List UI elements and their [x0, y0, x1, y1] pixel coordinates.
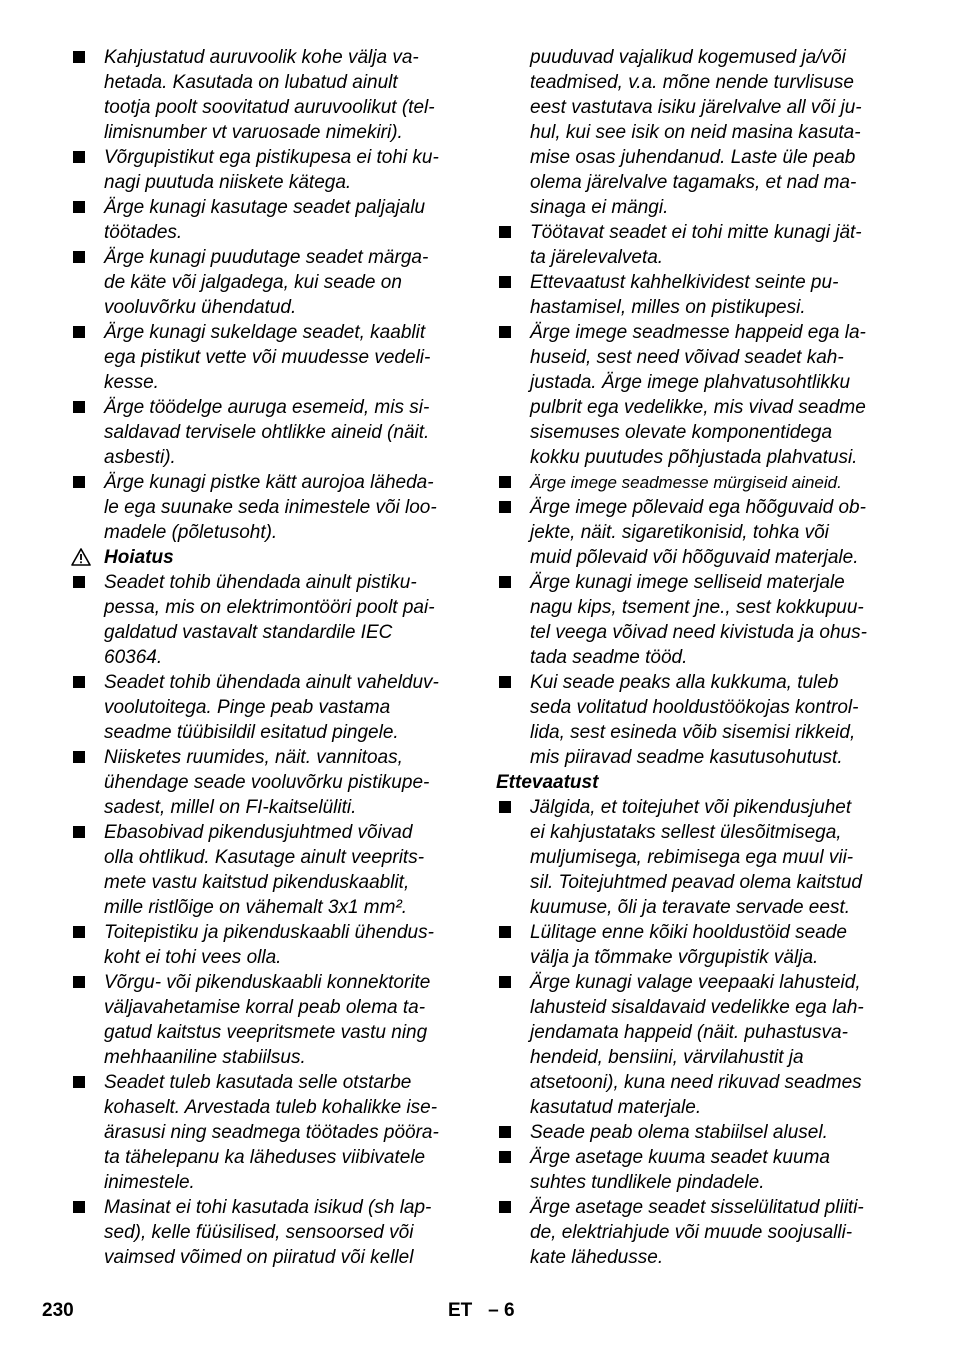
list-item	[70, 970, 462, 1070]
square-bullet-icon	[73, 151, 85, 163]
text-line: madele (põletusoht).	[104, 522, 278, 543]
text-line: de käte või jalgadega, kui seade on	[104, 272, 402, 293]
text-line: Töötavat seadet ei tohi mitte kunagi jät-	[530, 222, 862, 243]
square-bullet-icon	[73, 1201, 85, 1213]
list-item	[70, 320, 462, 395]
square-bullet-icon	[73, 201, 85, 213]
list-item	[70, 820, 462, 920]
list-item	[496, 270, 888, 320]
text-line: Ettevaatust kahhelkividest seinte pu-	[530, 272, 839, 293]
text-line: ei kahjustataks sellest ülesõitmisega,	[530, 822, 842, 843]
list-item	[496, 1195, 888, 1270]
square-bullet-icon	[73, 251, 85, 263]
text-line: nagi puutuda niiskete kätega.	[104, 172, 352, 193]
square-bullet-icon	[73, 1076, 85, 1088]
text-line: tootja poolt soovitatud auruvoolikut (tel-	[104, 97, 435, 118]
text-line: hastamisel, milles on pistikupesi.	[530, 297, 806, 318]
text-line: väljavahetamise korral peab olema ta-	[104, 997, 426, 1018]
list-item	[70, 1195, 462, 1270]
text-line: sisemuses olevate komponentidega	[530, 422, 833, 443]
text-line: inimestele.	[104, 1172, 195, 1193]
square-bullet-icon	[73, 676, 85, 688]
text-line: muid põlevaid või hõõguvaid materjale.	[530, 547, 859, 568]
text-line: Võrgu- või pikenduskaabli konnektorite	[104, 972, 431, 993]
text-line: Niisketes ruumides, näit. vannitoas,	[104, 747, 403, 768]
text-line: Võrgupistikut ega pistikupesa ei tohi ku-	[104, 147, 439, 168]
square-bullet-icon	[73, 751, 85, 763]
text-line: ta järelevalveta.	[530, 247, 664, 268]
text-line: ühendage seade vooluvõrku pistikupe-	[104, 772, 430, 793]
list-item	[70, 395, 462, 470]
text-line: eest vastutava isiku järelvalve all või ju-	[530, 97, 862, 118]
warning-triangle-icon	[71, 548, 91, 566]
square-bullet-icon	[73, 826, 85, 838]
square-bullet-icon	[73, 476, 85, 488]
square-bullet-icon	[73, 401, 85, 413]
text-line: mis piiravad seadme kasutusohutust.	[530, 747, 843, 768]
square-bullet-icon	[499, 926, 511, 938]
list-item	[496, 470, 888, 495]
text-line: jendamata happeid (näit. puhastusva-	[530, 1022, 848, 1043]
square-bullet-icon	[499, 576, 511, 588]
list-item	[496, 1145, 888, 1195]
square-bullet-icon	[73, 576, 85, 588]
text-line: mehhaaniline stabiilsus.	[104, 1047, 306, 1068]
text-line: Ärge imege põlevaid ega hõõguvaid ob-	[530, 497, 866, 518]
text-line: hendeid, bensiini, värvilahustit ja	[530, 1047, 804, 1068]
text-line: olla ohtlikud. Kasutage ainult veeprits-	[104, 847, 425, 868]
text-line: Ärge asetage seadet sisselülitatud pliiti-	[530, 1197, 864, 1218]
text-line: de, elektriahjude või muude soojusalli-	[530, 1222, 853, 1243]
text-line: kasutatud materjale.	[530, 1097, 702, 1118]
list-item	[496, 920, 888, 970]
text-line: Ärge kunagi sukeldage seadet, kaablit	[104, 322, 426, 343]
text-line: hetada. Kasutada on lubatud ainult	[104, 72, 398, 93]
list-item	[70, 670, 462, 745]
text-line: Ärge töödelge auruga esemeid, mis si-	[104, 397, 430, 418]
text-line: saldavad tervisele ohtlikke aineid (näit.	[104, 422, 430, 443]
list-item	[70, 195, 462, 245]
text-line: Toitepistiku ja pikenduskaabli ühendus-	[104, 922, 434, 943]
list-item	[70, 920, 462, 970]
text-line: Ärge kunagi pistke kätt aurojoa läheda-	[104, 472, 434, 493]
text-line: Seadet tohib ühendada ainult pistiku-	[104, 572, 417, 593]
text-line: atsetooni), kuna need rikuvad seadmes	[530, 1072, 862, 1093]
text-line: seadme tüübisildil esitatud pingele.	[104, 722, 399, 743]
text-line: Ärge imege seadmesse happeid ega la-	[530, 322, 866, 343]
text-line: seda volitatud hooldustöökojas kontrol-	[530, 697, 859, 718]
warning-heading	[70, 545, 462, 570]
text-line: kesse.	[104, 372, 159, 393]
list-item-continuation	[496, 45, 888, 220]
text-line: justada. Ärge imege plahvatusohtlikku	[530, 372, 851, 393]
text-line: asbesti).	[104, 447, 176, 468]
square-bullet-icon	[73, 51, 85, 63]
text-line: suhtes tundlikele pindadele.	[530, 1172, 765, 1193]
text-line: sed), kelle füüsilised, sensoorsed või	[104, 1222, 414, 1243]
list-item	[496, 795, 888, 920]
square-bullet-icon	[499, 476, 511, 488]
square-bullet-icon	[73, 326, 85, 338]
text-line: tada seadme tööd.	[530, 647, 688, 668]
text-line: Seadet tuleb kasutada selle otstarbe	[104, 1072, 412, 1093]
list-item	[70, 470, 462, 545]
square-bullet-icon	[73, 976, 85, 988]
text-line: sil. Toitejuhtmed peavad olema kaitstud	[530, 872, 862, 893]
text-line: töötades.	[104, 222, 183, 243]
text-line: teadmised, v.a. mõne nende turvlisuse	[530, 72, 854, 93]
text-line: Jälgida, et toitejuhet või pikendusjuhet	[530, 797, 852, 818]
text-line: kuumuse, õli ja teravate servade eest.	[530, 897, 851, 918]
square-bullet-icon	[499, 276, 511, 288]
text-line: tel veega võivad need kivistuda ja ohus-	[530, 622, 867, 643]
text-line: Ärge imege seadmesse mürgiseid aineid.	[530, 473, 842, 492]
text-line: kohaselt. Arvestada tuleb kohalikke ise-	[104, 1097, 438, 1118]
text-line: koht ei tohi vees olla.	[104, 947, 282, 968]
text-line: Ärge kunagi puudutage seadet märga-	[104, 247, 429, 268]
list-item	[496, 320, 888, 470]
text-line: ärasusi ning seadmega töötades pööra-	[104, 1122, 439, 1143]
text-line: ta tähelepanu ka läheduses viibivatele	[104, 1147, 426, 1168]
square-bullet-icon	[73, 926, 85, 938]
square-bullet-icon	[499, 676, 511, 688]
left-column	[70, 45, 462, 1270]
text-line: pessa, mis on elektrimontööri poolt pai-	[104, 597, 435, 618]
text-line: välja ja tõmmake võrgupistik välja.	[530, 947, 819, 968]
square-bullet-icon	[499, 976, 511, 988]
text-line: limisnumber vt varuosade nimekiri).	[104, 122, 403, 143]
page-label: ET – 6	[448, 1300, 515, 1321]
square-bullet-icon	[499, 1151, 511, 1163]
text-line: vooluvõrku ühendatud.	[104, 297, 297, 318]
list-item	[496, 1120, 888, 1145]
text-line: galdatud vastavalt standardile IEC	[104, 622, 393, 643]
text-line: Ebasobivad pikendusjuhtmed võivad	[104, 822, 413, 843]
text-line: kokku puutudes põhjustada plahvatusi.	[530, 447, 858, 468]
text-line: ega pistikut vette või muudesse vedeli-	[104, 347, 431, 368]
list-item	[70, 45, 462, 145]
text-line: Seadet tohib ühendada ainult vahelduv-	[104, 672, 439, 693]
text-line: Ärge asetage kuuma seadet kuuma	[530, 1147, 830, 1168]
text-line: pulbrit ega vedelikke, mis vivad seadme	[530, 397, 866, 418]
text-line: muljumisega, rebimisega ega muul vii-	[530, 847, 854, 868]
text-line: Masinat ei tohi kasutada isikud (sh lap-	[104, 1197, 432, 1218]
square-bullet-icon	[499, 226, 511, 238]
list-item	[496, 220, 888, 270]
text-line: vaimsed võimed on piiratud või kellel	[104, 1247, 414, 1268]
text-line: le ega suunake seda inimestele või loo-	[104, 497, 437, 518]
warning-heading-text: Hoiatus	[104, 547, 174, 568]
text-line: huseid, sest need võivad seadet kah-	[530, 347, 844, 368]
text-line: mise osas juhendanud. Laste üle peab	[530, 147, 856, 168]
list-item	[496, 670, 888, 770]
text-line: sinaga ei mängi.	[530, 197, 669, 218]
text-line: Kahjustatud auruvoolik kohe välja va-	[104, 47, 419, 68]
list-item	[70, 245, 462, 320]
text-line: 60364.	[104, 647, 163, 668]
text-line: nagu kips, tsement jne., sest kokkupuu-	[530, 597, 864, 618]
text-line: mete vastu kaitstud pikenduskaablit,	[104, 872, 410, 893]
page-number: 230	[42, 1300, 74, 1321]
text-line: lida, sest esineda võib sisemisi rikkeid,	[530, 722, 856, 743]
text-line: voolutoitega. Pinge peab vastama	[104, 697, 391, 718]
list-item	[496, 570, 888, 670]
square-bullet-icon	[499, 1201, 511, 1213]
right-column	[496, 45, 888, 1270]
text-line: hul, kui see isik on neid masina kasuta-	[530, 122, 861, 143]
square-bullet-icon	[499, 326, 511, 338]
text-line: kate lähedusse.	[530, 1247, 664, 1268]
text-line: olema järelvalve tagamaks, et nad ma-	[530, 172, 857, 193]
square-bullet-icon	[499, 801, 511, 813]
list-item	[70, 1070, 462, 1195]
list-item	[496, 970, 888, 1120]
list-item	[70, 145, 462, 195]
list-item	[70, 745, 462, 820]
text-line: gatud kaitstus veepritsmete vastu ning	[104, 1022, 428, 1043]
text-line: lahusteid sisaldavaid vedelikke ega lah-	[530, 997, 864, 1018]
text-line: Ärge kunagi valage veepaaki lahusteid,	[530, 972, 861, 993]
text-line: puuduvad vajalikud kogemused ja/või	[530, 47, 846, 68]
square-bullet-icon	[499, 1126, 511, 1138]
square-bullet-icon	[499, 501, 511, 513]
text-line: mille ristlõige on vähemalt 3x1 mm².	[104, 897, 408, 918]
text-line: Kui seade peaks alla kukkuma, tuleb	[530, 672, 839, 693]
list-item	[496, 495, 888, 570]
text-line: Seade peab olema stabiilsel alusel.	[530, 1122, 828, 1143]
text-line: sadest, millel on FI-kaitselüliti.	[104, 797, 357, 818]
text-line: Lülitage enne kõiki hooldustöid seade	[530, 922, 847, 943]
text-line: jekte, näit. sigaretikonisid, tohka või	[530, 522, 829, 543]
section-heading: Ettevaatust	[496, 772, 599, 793]
text-line: Ärge kunagi kasutage seadet paljajalu	[104, 197, 426, 218]
list-item	[70, 570, 462, 670]
text-line: Ärge kunagi imege selliseid materjale	[530, 572, 845, 593]
